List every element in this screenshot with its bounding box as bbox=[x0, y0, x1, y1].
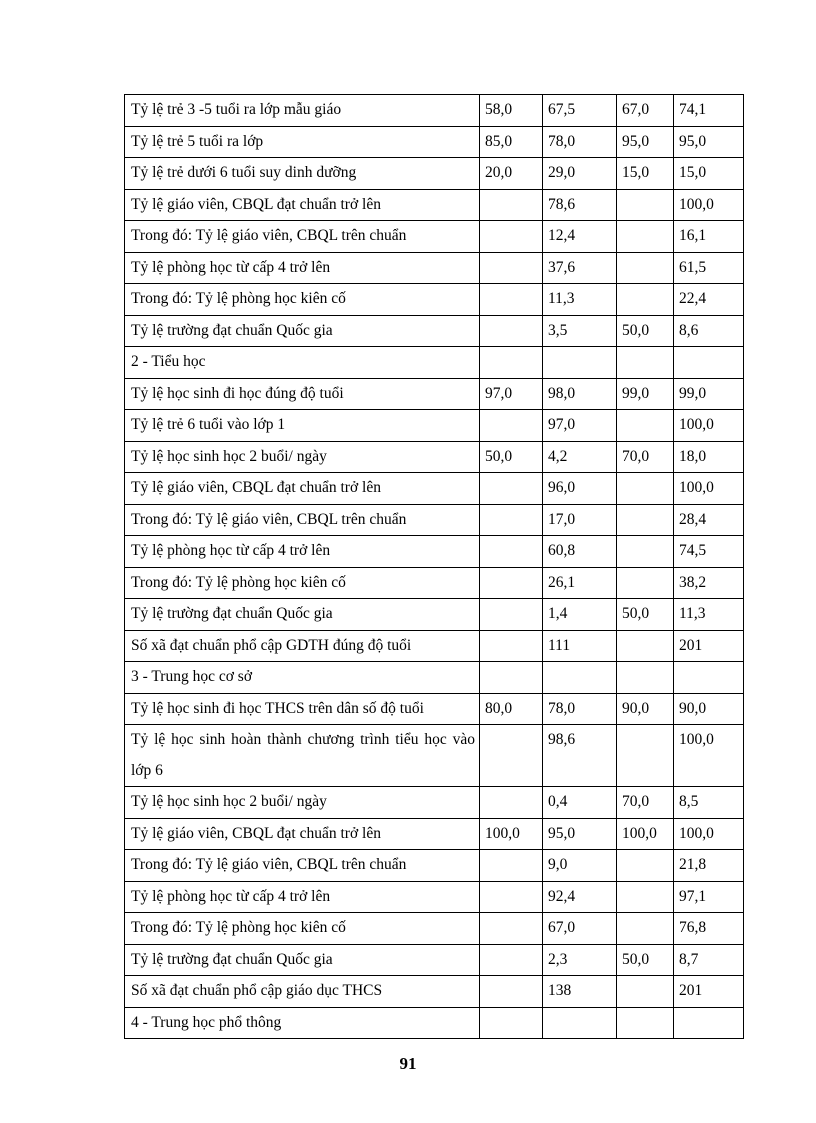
value-cell-4 bbox=[674, 1007, 744, 1039]
value-cell-4: 201 bbox=[674, 976, 744, 1008]
value-cell-4: 95,0 bbox=[674, 126, 744, 158]
value-cell-2: 92,4 bbox=[543, 881, 617, 913]
table-row bbox=[125, 189, 744, 221]
value-cell-4: 22,4 bbox=[674, 284, 744, 316]
table-row bbox=[125, 881, 744, 913]
value-cell-1: 20,0 bbox=[480, 158, 543, 190]
value-cell-2: 37,6 bbox=[543, 252, 617, 284]
table-row bbox=[125, 441, 744, 473]
table-row bbox=[125, 599, 744, 631]
value-cell-4: 8,6 bbox=[674, 315, 744, 347]
value-cell-3 bbox=[617, 850, 674, 882]
table-row bbox=[125, 473, 744, 505]
value-cell-2: 4,2 bbox=[543, 441, 617, 473]
table-row bbox=[125, 536, 744, 568]
value-cell-4: 99,0 bbox=[674, 378, 744, 410]
value-cell-4: 8,7 bbox=[674, 944, 744, 976]
value-cell-1 bbox=[480, 630, 543, 662]
value-cell-3 bbox=[617, 976, 674, 1008]
value-cell-4: 38,2 bbox=[674, 567, 744, 599]
row-label-cell: Tỷ lệ giáo viên, CBQL đạt chuẩn trở lên bbox=[125, 189, 480, 221]
table-row bbox=[125, 944, 744, 976]
value-cell-3: 70,0 bbox=[617, 441, 674, 473]
value-cell-4: 18,0 bbox=[674, 441, 744, 473]
value-cell-1: 97,0 bbox=[480, 378, 543, 410]
value-cell-2: 12,4 bbox=[543, 221, 617, 253]
row-label-cell: Trong đó: Tỷ lệ giáo viên, CBQL trên chuẩn bbox=[125, 221, 480, 253]
value-cell-3 bbox=[617, 662, 674, 694]
value-cell-4: 100,0 bbox=[674, 189, 744, 221]
value-cell-1: 58,0 bbox=[480, 95, 543, 127]
value-cell-1 bbox=[480, 473, 543, 505]
statistics-table bbox=[124, 94, 744, 1039]
table-row bbox=[125, 221, 744, 253]
value-cell-3 bbox=[617, 1007, 674, 1039]
value-cell-1 bbox=[480, 850, 543, 882]
value-cell-3: 50,0 bbox=[617, 599, 674, 631]
table-row bbox=[125, 347, 744, 379]
page-number: 91 bbox=[399, 1054, 417, 1073]
row-label-cell: 4 - Trung học phổ thông bbox=[125, 1007, 480, 1039]
value-cell-2: 95,0 bbox=[543, 818, 617, 850]
row-label-cell: Tỷ lệ học sinh đi học đúng độ tuổi bbox=[125, 378, 480, 410]
table-row bbox=[125, 567, 744, 599]
table-row bbox=[125, 410, 744, 442]
value-cell-3: 95,0 bbox=[617, 126, 674, 158]
value-cell-2: 96,0 bbox=[543, 473, 617, 505]
row-label-cell: Tỷ lệ giáo viên, CBQL đạt chuẩn trở lên bbox=[125, 473, 480, 505]
row-label-cell: 3 - Trung học cơ sở bbox=[125, 662, 480, 694]
row-label-cell: Tỷ lệ trẻ 3 -5 tuổi ra lớp mẫu giáo bbox=[125, 95, 480, 127]
table-row bbox=[125, 284, 744, 316]
row-label-cell: Tỷ lệ học sinh đi học THCS trên dân số độ tuổi bbox=[125, 693, 480, 725]
value-cell-3 bbox=[617, 725, 674, 787]
table-row bbox=[125, 378, 744, 410]
value-cell-1 bbox=[480, 315, 543, 347]
value-cell-2: 1,4 bbox=[543, 599, 617, 631]
value-cell-4: 100,0 bbox=[674, 725, 744, 787]
value-cell-1 bbox=[480, 976, 543, 1008]
row-label-cell: Trong đó: Tỷ lệ phòng học kiên cố bbox=[125, 284, 480, 316]
value-cell-1: 85,0 bbox=[480, 126, 543, 158]
value-cell-3 bbox=[617, 630, 674, 662]
table-row bbox=[125, 95, 744, 127]
value-cell-4: 15,0 bbox=[674, 158, 744, 190]
value-cell-2: 98,0 bbox=[543, 378, 617, 410]
value-cell-1 bbox=[480, 725, 543, 787]
row-label-cell: Tỷ lệ trẻ 6 tuổi vào lớp 1 bbox=[125, 410, 480, 442]
value-cell-2: 78,0 bbox=[543, 126, 617, 158]
value-cell-3: 67,0 bbox=[617, 95, 674, 127]
value-cell-2 bbox=[543, 662, 617, 694]
value-cell-4: 100,0 bbox=[674, 410, 744, 442]
value-cell-3 bbox=[617, 913, 674, 945]
value-cell-4: 16,1 bbox=[674, 221, 744, 253]
value-cell-3 bbox=[617, 536, 674, 568]
row-label-cell: Tỷ lệ phòng học từ cấp 4 trở lên bbox=[125, 536, 480, 568]
row-label-cell: Trong đó: Tỷ lệ giáo viên, CBQL trên chuẩn bbox=[125, 504, 480, 536]
value-cell-1 bbox=[480, 221, 543, 253]
value-cell-4: 21,8 bbox=[674, 850, 744, 882]
row-label-cell: Tỷ lệ trường đạt chuẩn Quốc gia bbox=[125, 944, 480, 976]
table-row bbox=[125, 158, 744, 190]
value-cell-4: 28,4 bbox=[674, 504, 744, 536]
value-cell-1 bbox=[480, 504, 543, 536]
value-cell-1 bbox=[480, 787, 543, 819]
value-cell-2: 67,0 bbox=[543, 913, 617, 945]
value-cell-4 bbox=[674, 347, 744, 379]
table-row bbox=[125, 913, 744, 945]
row-label-cell: Tỷ lệ phòng học từ cấp 4 trở lên bbox=[125, 881, 480, 913]
value-cell-4: 97,1 bbox=[674, 881, 744, 913]
value-cell-2: 78,0 bbox=[543, 693, 617, 725]
value-cell-1 bbox=[480, 347, 543, 379]
row-label-cell: Tỷ lệ học sinh hoàn thành chương trình tiểu học vào lớp 6 bbox=[125, 725, 480, 787]
value-cell-4: 11,3 bbox=[674, 599, 744, 631]
value-cell-4: 90,0 bbox=[674, 693, 744, 725]
value-cell-3 bbox=[617, 410, 674, 442]
row-label-cell: Tỷ lệ học sinh học 2 buổi/ ngày bbox=[125, 787, 480, 819]
value-cell-3: 15,0 bbox=[617, 158, 674, 190]
value-cell-2: 29,0 bbox=[543, 158, 617, 190]
value-cell-4 bbox=[674, 662, 744, 694]
value-cell-2: 0,4 bbox=[543, 787, 617, 819]
row-label-cell: Tỷ lệ phòng học từ cấp 4 trở lên bbox=[125, 252, 480, 284]
row-label-cell: Trong đó: Tỷ lệ phòng học kiên cố bbox=[125, 913, 480, 945]
value-cell-4: 8,5 bbox=[674, 787, 744, 819]
value-cell-4: 100,0 bbox=[674, 818, 744, 850]
value-cell-2: 11,3 bbox=[543, 284, 617, 316]
table-row bbox=[125, 818, 744, 850]
table-row bbox=[125, 725, 744, 787]
value-cell-4: 201 bbox=[674, 630, 744, 662]
value-cell-2: 60,8 bbox=[543, 536, 617, 568]
table-body bbox=[125, 95, 744, 1039]
table-row bbox=[125, 630, 744, 662]
value-cell-1: 100,0 bbox=[480, 818, 543, 850]
value-cell-1 bbox=[480, 189, 543, 221]
value-cell-3 bbox=[617, 567, 674, 599]
value-cell-3 bbox=[617, 473, 674, 505]
table-row bbox=[125, 787, 744, 819]
table-row bbox=[125, 693, 744, 725]
table-row bbox=[125, 662, 744, 694]
row-label-cell: Tỷ lệ giáo viên, CBQL đạt chuẩn trở lên bbox=[125, 818, 480, 850]
value-cell-4: 74,1 bbox=[674, 95, 744, 127]
value-cell-3 bbox=[617, 504, 674, 536]
value-cell-1 bbox=[480, 913, 543, 945]
value-cell-4: 61,5 bbox=[674, 252, 744, 284]
row-label-cell: 2 - Tiểu học bbox=[125, 347, 480, 379]
table-row bbox=[125, 1007, 744, 1039]
row-label-cell: Tỷ lệ trường đạt chuẩn Quốc gia bbox=[125, 599, 480, 631]
value-cell-1: 80,0 bbox=[480, 693, 543, 725]
row-label-cell: Tỷ lệ trẻ 5 tuổi ra lớp bbox=[125, 126, 480, 158]
value-cell-1 bbox=[480, 944, 543, 976]
value-cell-2: 78,6 bbox=[543, 189, 617, 221]
table-row bbox=[125, 976, 744, 1008]
value-cell-4: 100,0 bbox=[674, 473, 744, 505]
value-cell-2: 17,0 bbox=[543, 504, 617, 536]
value-cell-3: 90,0 bbox=[617, 693, 674, 725]
table-row bbox=[125, 315, 744, 347]
row-label-cell: Tỷ lệ trường đạt chuẩn Quốc gia bbox=[125, 315, 480, 347]
value-cell-2: 26,1 bbox=[543, 567, 617, 599]
value-cell-4: 76,8 bbox=[674, 913, 744, 945]
value-cell-4: 74,5 bbox=[674, 536, 744, 568]
value-cell-3 bbox=[617, 881, 674, 913]
value-cell-2: 111 bbox=[543, 630, 617, 662]
value-cell-3: 70,0 bbox=[617, 787, 674, 819]
value-cell-2: 138 bbox=[543, 976, 617, 1008]
value-cell-3 bbox=[617, 221, 674, 253]
value-cell-1 bbox=[480, 410, 543, 442]
value-cell-2: 67,5 bbox=[543, 95, 617, 127]
value-cell-2 bbox=[543, 347, 617, 379]
value-cell-2: 98,6 bbox=[543, 725, 617, 787]
value-cell-3 bbox=[617, 284, 674, 316]
value-cell-3: 50,0 bbox=[617, 315, 674, 347]
value-cell-2: 97,0 bbox=[543, 410, 617, 442]
row-label-cell: Số xã đạt chuẩn phổ cập GDTH đúng độ tuổi bbox=[125, 630, 480, 662]
value-cell-1 bbox=[480, 1007, 543, 1039]
value-cell-3: 99,0 bbox=[617, 378, 674, 410]
table-row bbox=[125, 504, 744, 536]
value-cell-1 bbox=[480, 252, 543, 284]
value-cell-1 bbox=[480, 662, 543, 694]
row-label-cell: Trong đó: Tỷ lệ giáo viên, CBQL trên chuẩn bbox=[125, 850, 480, 882]
value-cell-3: 50,0 bbox=[617, 944, 674, 976]
table-row bbox=[125, 252, 744, 284]
value-cell-1 bbox=[480, 881, 543, 913]
table-row bbox=[125, 126, 744, 158]
value-cell-2 bbox=[543, 1007, 617, 1039]
value-cell-3 bbox=[617, 347, 674, 379]
value-cell-3 bbox=[617, 189, 674, 221]
table-row bbox=[125, 850, 744, 882]
row-label-cell: Số xã đạt chuẩn phổ cập giáo dục THCS bbox=[125, 976, 480, 1008]
value-cell-2: 9,0 bbox=[543, 850, 617, 882]
value-cell-3 bbox=[617, 252, 674, 284]
value-cell-2: 2,3 bbox=[543, 944, 617, 976]
value-cell-1 bbox=[480, 284, 543, 316]
value-cell-2: 3,5 bbox=[543, 315, 617, 347]
row-label-cell: Trong đó: Tỷ lệ phòng học kiên cố bbox=[125, 567, 480, 599]
value-cell-1: 50,0 bbox=[480, 441, 543, 473]
value-cell-1 bbox=[480, 536, 543, 568]
row-label-cell: Tỷ lệ học sinh học 2 buổi/ ngày bbox=[125, 441, 480, 473]
row-label-cell: Tỷ lệ trẻ dưới 6 tuổi suy dinh dưỡng bbox=[125, 158, 480, 190]
value-cell-1 bbox=[480, 599, 543, 631]
value-cell-1 bbox=[480, 567, 543, 599]
value-cell-3: 100,0 bbox=[617, 818, 674, 850]
